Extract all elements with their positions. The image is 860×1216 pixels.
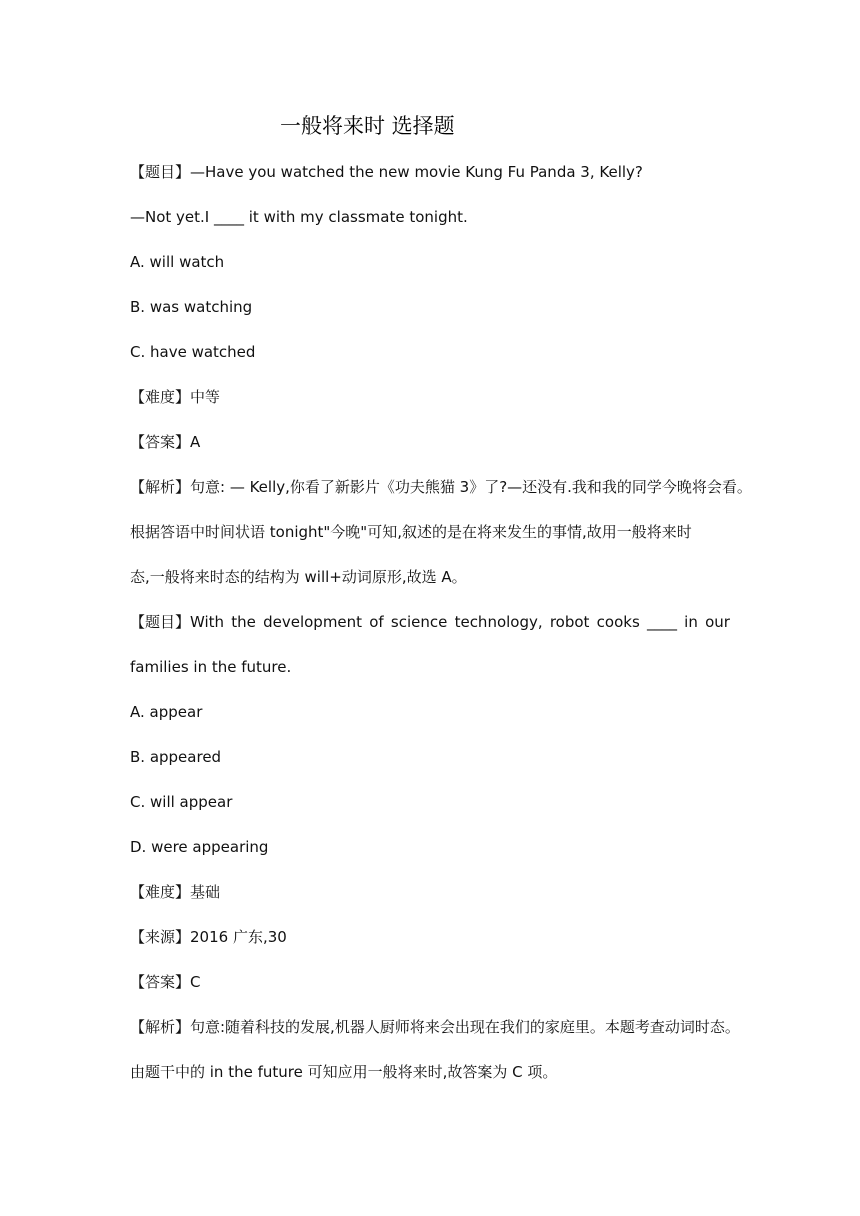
page-title: 一般将来时 选择题 xyxy=(280,114,455,138)
q1-stem-line2: —Not yet.I ____ it with my classmate tonight. xyxy=(130,208,468,226)
q2-stem-word: our xyxy=(705,613,730,631)
q2-stem-word: the xyxy=(231,613,256,631)
q2-stem-word: 【题目】With xyxy=(130,613,225,631)
q2-stem-word: development xyxy=(263,613,363,631)
q2-analysis-line2: 由题干中的 in the future 可知应用一般将来时,故答案为 C 项。 xyxy=(130,1063,558,1081)
q2-source: 【来源】2016 广东,30 xyxy=(130,928,287,946)
q2-analysis-line1: 【解析】句意:随着科技的发展,机器人厨师将来会出现在我们的家庭里。本题考查动词时态。 xyxy=(130,1018,740,1036)
q2-option-c: C. will appear xyxy=(130,793,233,811)
q2-stem-line2: families in the future. xyxy=(130,658,292,676)
q1-difficulty: 【难度】中等 xyxy=(130,388,221,406)
q1-analysis-line3: 态,一般将来时态的结构为 will+动词原形,故选 A。 xyxy=(130,568,467,586)
q2-stem-word: robot xyxy=(549,613,590,631)
q1-option-a: A. will watch xyxy=(130,253,225,271)
q1-option-b: B. was watching xyxy=(130,298,253,316)
q2-stem-word: science xyxy=(390,613,448,631)
q1-analysis-line2: 根据答语中时间状语 tonight"今晚"可知,叙述的是在将来发生的事情,故用一般将来时 xyxy=(130,523,692,541)
q2-option-d: D. were appearing xyxy=(130,838,269,856)
q2-stem-line1 xyxy=(130,611,730,633)
q2-answer: 【答案】C xyxy=(130,973,201,991)
q2-stem-word: in xyxy=(684,613,698,631)
q2-difficulty: 【难度】基础 xyxy=(130,883,221,901)
q2-stem-word: of xyxy=(369,613,384,631)
q2-stem-word: technology, xyxy=(454,613,543,631)
q1-analysis-line1: 【解析】句意: — Kelly,你看了新影片《功夫熊猫 3》了?—还没有.我和我的同学今晚将会看。 xyxy=(130,478,752,496)
q1-answer: 【答案】A xyxy=(130,433,201,451)
q1-option-c: C. have watched xyxy=(130,343,256,361)
q2-stem-word: ____ xyxy=(646,613,677,631)
q2-stem-word: cooks xyxy=(596,613,640,631)
q2-option-b: B. appeared xyxy=(130,748,222,766)
q2-option-a: A. appear xyxy=(130,703,203,721)
q1-stem-line1: 【题目】—Have you watched the new movie Kung Fu Panda 3, Kelly? xyxy=(130,163,643,181)
